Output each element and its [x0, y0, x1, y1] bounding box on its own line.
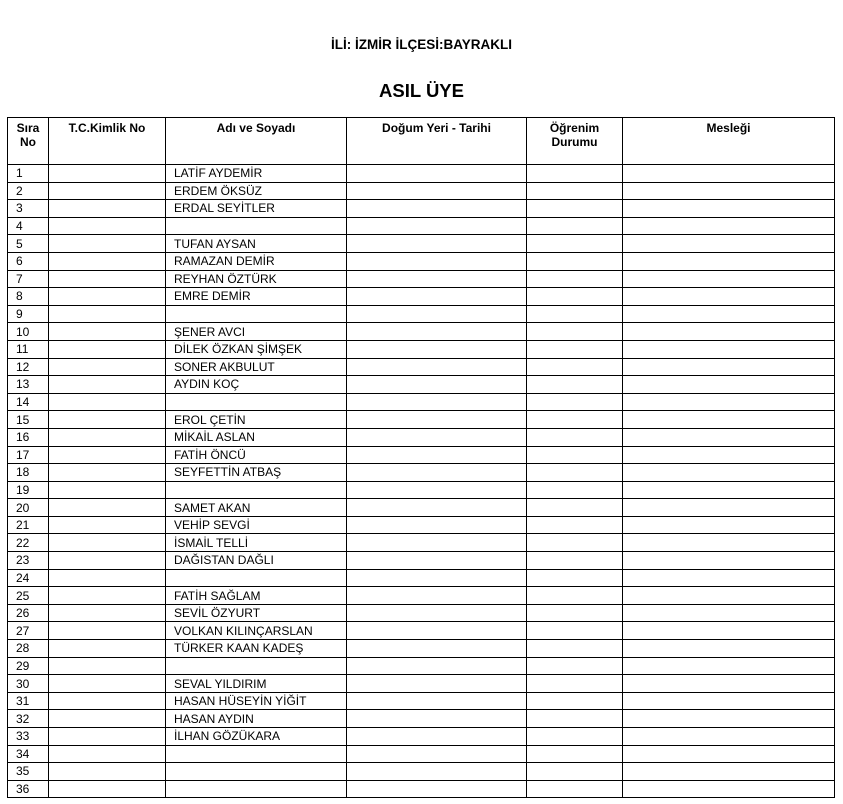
birth-place-date-cell: [347, 358, 527, 376]
member-table: [7, 117, 835, 798]
education-cell: [527, 534, 623, 552]
row-number-cell: 19: [8, 481, 49, 499]
column-header-dogum-yeri-tarihi: Doğum Yeri - Tarihi: [347, 118, 527, 165]
education-cell: [527, 376, 623, 394]
education-cell: [527, 217, 623, 235]
name-cell: SEVİL ÖZYURT: [166, 604, 347, 622]
education-cell: [527, 763, 623, 781]
birth-place-date-cell: [347, 235, 527, 253]
occupation-cell: [623, 622, 835, 640]
education-cell: [527, 446, 623, 464]
table-row: [8, 446, 835, 464]
table-row: [8, 393, 835, 411]
row-number-cell: 18: [8, 464, 49, 482]
occupation-cell: [623, 728, 835, 746]
birth-place-date-cell: [347, 692, 527, 710]
table-row: [8, 182, 835, 200]
birth-place-date-cell: [347, 182, 527, 200]
occupation-cell: [623, 763, 835, 781]
table-row: [8, 552, 835, 570]
tc-kimlik-no-cell: [49, 305, 166, 323]
name-cell: SAMET AKAN: [166, 499, 347, 517]
table-row: [8, 411, 835, 429]
row-number-cell: 15: [8, 411, 49, 429]
education-cell: [527, 305, 623, 323]
tc-kimlik-no-cell: [49, 200, 166, 218]
occupation-cell: [623, 587, 835, 605]
tc-kimlik-no-cell: [49, 745, 166, 763]
row-number-cell: 28: [8, 640, 49, 658]
occupation-cell: [623, 516, 835, 534]
birth-place-date-cell: [347, 464, 527, 482]
column-header-ogrenim-durumu: Öğrenim Durumu: [527, 118, 623, 165]
education-cell: [527, 569, 623, 587]
occupation-cell: [623, 182, 835, 200]
tc-kimlik-no-cell: [49, 464, 166, 482]
occupation-cell: [623, 569, 835, 587]
row-number-cell: 12: [8, 358, 49, 376]
table-row: [8, 428, 835, 446]
row-number-cell: 30: [8, 675, 49, 693]
birth-place-date-cell: [347, 640, 527, 658]
table-row: [8, 763, 835, 781]
occupation-cell: [623, 376, 835, 394]
occupation-cell: [623, 481, 835, 499]
education-cell: [527, 499, 623, 517]
education-cell: [527, 745, 623, 763]
occupation-cell: [623, 464, 835, 482]
birth-place-date-cell: [347, 552, 527, 570]
tc-kimlik-no-cell: [49, 165, 166, 183]
name-cell: İSMAİL TELLİ: [166, 534, 347, 552]
name-cell: ERDEM ÖKSÜZ: [166, 182, 347, 200]
education-cell: [527, 516, 623, 534]
table-row: [8, 323, 835, 341]
table-header-row: [8, 118, 835, 165]
row-number-cell: 21: [8, 516, 49, 534]
tc-kimlik-no-cell: [49, 235, 166, 253]
row-number-cell: 10: [8, 323, 49, 341]
education-cell: [527, 481, 623, 499]
birth-place-date-cell: [347, 165, 527, 183]
row-number-cell: 13: [8, 376, 49, 394]
occupation-cell: [623, 745, 835, 763]
name-cell: [166, 780, 347, 798]
name-cell: TUFAN AYSAN: [166, 235, 347, 253]
tc-kimlik-no-cell: [49, 270, 166, 288]
education-cell: [527, 270, 623, 288]
table-row: [8, 640, 835, 658]
row-number-cell: 26: [8, 604, 49, 622]
education-cell: [527, 640, 623, 658]
table-row: [8, 235, 835, 253]
education-cell: [527, 235, 623, 253]
birth-place-date-cell: [347, 587, 527, 605]
education-cell: [527, 165, 623, 183]
row-number-cell: 3: [8, 200, 49, 218]
name-cell: REYHAN ÖZTÜRK: [166, 270, 347, 288]
birth-place-date-cell: [347, 323, 527, 341]
tc-kimlik-no-cell: [49, 728, 166, 746]
occupation-cell: [623, 710, 835, 728]
tc-kimlik-no-cell: [49, 358, 166, 376]
birth-place-date-cell: [347, 305, 527, 323]
occupation-cell: [623, 446, 835, 464]
row-number-cell: 16: [8, 428, 49, 446]
name-cell: [166, 305, 347, 323]
table-row: [8, 376, 835, 394]
name-cell: VOLKAN KILINÇARSLAN: [166, 622, 347, 640]
name-cell: SONER AKBULUT: [166, 358, 347, 376]
tc-kimlik-no-cell: [49, 481, 166, 499]
occupation-cell: [623, 217, 835, 235]
education-cell: [527, 393, 623, 411]
education-cell: [527, 323, 623, 341]
birth-place-date-cell: [347, 200, 527, 218]
tc-kimlik-no-cell: [49, 692, 166, 710]
tc-kimlik-no-cell: [49, 516, 166, 534]
name-cell: HASAN HÜSEYİN YİĞİT: [166, 692, 347, 710]
birth-place-date-cell: [347, 675, 527, 693]
row-number-cell: 17: [8, 446, 49, 464]
table-body: [8, 165, 835, 798]
occupation-cell: [623, 534, 835, 552]
row-number-cell: 24: [8, 569, 49, 587]
name-cell: MİKAİL ASLAN: [166, 428, 347, 446]
table-row: [8, 534, 835, 552]
birth-place-date-cell: [347, 481, 527, 499]
birth-place-date-cell: [347, 446, 527, 464]
tc-kimlik-no-cell: [49, 499, 166, 517]
birth-place-date-cell: [347, 499, 527, 517]
name-cell: İLHAN GÖZÜKARA: [166, 728, 347, 746]
table-row: [8, 780, 835, 798]
name-cell: TÜRKER KAAN KADEŞ: [166, 640, 347, 658]
birth-place-date-cell: [347, 428, 527, 446]
education-cell: [527, 340, 623, 358]
education-cell: [527, 587, 623, 605]
name-cell: [166, 763, 347, 781]
name-cell: AYDIN KOÇ: [166, 376, 347, 394]
education-cell: [527, 358, 623, 376]
tc-kimlik-no-cell: [49, 763, 166, 781]
education-cell: [527, 200, 623, 218]
occupation-cell: [623, 252, 835, 270]
row-number-cell: 14: [8, 393, 49, 411]
birth-place-date-cell: [347, 516, 527, 534]
birth-place-date-cell: [347, 252, 527, 270]
birth-place-date-cell: [347, 780, 527, 798]
birth-place-date-cell: [347, 728, 527, 746]
tc-kimlik-no-cell: [49, 393, 166, 411]
tc-kimlik-no-cell: [49, 640, 166, 658]
name-cell: SEVAL YILDIRIM: [166, 675, 347, 693]
occupation-cell: [623, 305, 835, 323]
name-cell: [166, 217, 347, 235]
table-row: [8, 657, 835, 675]
occupation-cell: [623, 428, 835, 446]
education-cell: [527, 182, 623, 200]
row-number-cell: 33: [8, 728, 49, 746]
row-number-cell: 22: [8, 534, 49, 552]
birth-place-date-cell: [347, 622, 527, 640]
tc-kimlik-no-cell: [49, 252, 166, 270]
table-row: [8, 569, 835, 587]
name-cell: HASAN AYDIN: [166, 710, 347, 728]
occupation-cell: [623, 640, 835, 658]
birth-place-date-cell: [347, 569, 527, 587]
row-number-cell: 20: [8, 499, 49, 517]
table-row: [8, 358, 835, 376]
tc-kimlik-no-cell: [49, 323, 166, 341]
occupation-cell: [623, 657, 835, 675]
occupation-cell: [623, 200, 835, 218]
table-row: [8, 675, 835, 693]
occupation-cell: [623, 675, 835, 693]
column-header-adi-soyadi: Adı ve Soyadı: [166, 118, 347, 165]
birth-place-date-cell: [347, 270, 527, 288]
tc-kimlik-no-cell: [49, 376, 166, 394]
education-cell: [527, 692, 623, 710]
tc-kimlik-no-cell: [49, 675, 166, 693]
occupation-cell: [623, 411, 835, 429]
column-header-meslegi: Mesleği: [623, 118, 835, 165]
document-title: ASIL ÜYE: [379, 80, 464, 101]
occupation-cell: [623, 358, 835, 376]
education-cell: [527, 710, 623, 728]
birth-place-date-cell: [347, 288, 527, 306]
name-cell: [166, 569, 347, 587]
occupation-cell: [623, 692, 835, 710]
tc-kimlik-no-cell: [49, 552, 166, 570]
birth-place-date-cell: [347, 217, 527, 235]
name-cell: LATİF AYDEMİR: [166, 165, 347, 183]
table-row: [8, 481, 835, 499]
education-cell: [527, 252, 623, 270]
occupation-cell: [623, 604, 835, 622]
tc-kimlik-no-cell: [49, 780, 166, 798]
education-cell: [527, 428, 623, 446]
name-cell: VEHİP SEVGİ: [166, 516, 347, 534]
table-row: [8, 340, 835, 358]
row-number-cell: 29: [8, 657, 49, 675]
name-cell: FATİH ÖNCÜ: [166, 446, 347, 464]
occupation-cell: [623, 235, 835, 253]
row-number-cell: 36: [8, 780, 49, 798]
tc-kimlik-no-cell: [49, 182, 166, 200]
birth-place-date-cell: [347, 763, 527, 781]
column-header-tc-kimlik-no: T.C.Kimlik No: [49, 118, 166, 165]
row-number-cell: 32: [8, 710, 49, 728]
row-number-cell: 34: [8, 745, 49, 763]
table-row: [8, 710, 835, 728]
column-header-sira-no: Sıra No: [8, 118, 49, 165]
name-cell: ERDAL SEYİTLER: [166, 200, 347, 218]
tc-kimlik-no-cell: [49, 428, 166, 446]
birth-place-date-cell: [347, 604, 527, 622]
occupation-cell: [623, 499, 835, 517]
table-row: [8, 622, 835, 640]
tc-kimlik-no-cell: [49, 534, 166, 552]
row-number-cell: 11: [8, 340, 49, 358]
education-cell: [527, 288, 623, 306]
tc-kimlik-no-cell: [49, 622, 166, 640]
occupation-cell: [623, 165, 835, 183]
table-row: [8, 516, 835, 534]
table-row: [8, 745, 835, 763]
education-cell: [527, 464, 623, 482]
tc-kimlik-no-cell: [49, 288, 166, 306]
name-cell: RAMAZAN DEMİR: [166, 252, 347, 270]
occupation-cell: [623, 288, 835, 306]
education-cell: [527, 675, 623, 693]
tc-kimlik-no-cell: [49, 446, 166, 464]
occupation-cell: [623, 780, 835, 798]
row-number-cell: 6: [8, 252, 49, 270]
table-row: [8, 587, 835, 605]
occupation-cell: [623, 323, 835, 341]
row-number-cell: 1: [8, 165, 49, 183]
birth-place-date-cell: [347, 411, 527, 429]
table-row: [8, 288, 835, 306]
row-number-cell: 9: [8, 305, 49, 323]
birth-place-date-cell: [347, 534, 527, 552]
table-row: [8, 270, 835, 288]
birth-place-date-cell: [347, 657, 527, 675]
name-cell: [166, 481, 347, 499]
tc-kimlik-no-cell: [49, 411, 166, 429]
table-row: [8, 464, 835, 482]
education-cell: [527, 657, 623, 675]
row-number-cell: 31: [8, 692, 49, 710]
table-row: [8, 165, 835, 183]
table-row: [8, 217, 835, 235]
name-cell: DİLEK ÖZKAN ŞİMŞEK: [166, 340, 347, 358]
name-cell: [166, 393, 347, 411]
table-row: [8, 252, 835, 270]
education-cell: [527, 411, 623, 429]
row-number-cell: 4: [8, 217, 49, 235]
location-heading: İLİ: İZMİR İLÇESİ:BAYRAKLI: [331, 37, 512, 52]
occupation-cell: [623, 270, 835, 288]
tc-kimlik-no-cell: [49, 217, 166, 235]
occupation-cell: [623, 340, 835, 358]
row-number-cell: 5: [8, 235, 49, 253]
education-cell: [527, 552, 623, 570]
row-number-cell: 35: [8, 763, 49, 781]
table-row: [8, 499, 835, 517]
tc-kimlik-no-cell: [49, 657, 166, 675]
name-cell: SEYFETTİN ATBAŞ: [166, 464, 347, 482]
table-row: [8, 692, 835, 710]
birth-place-date-cell: [347, 710, 527, 728]
education-cell: [527, 622, 623, 640]
row-number-cell: 25: [8, 587, 49, 605]
row-number-cell: 2: [8, 182, 49, 200]
education-cell: [527, 780, 623, 798]
name-cell: [166, 657, 347, 675]
table-row: [8, 200, 835, 218]
row-number-cell: 27: [8, 622, 49, 640]
row-number-cell: 8: [8, 288, 49, 306]
row-number-cell: 7: [8, 270, 49, 288]
tc-kimlik-no-cell: [49, 604, 166, 622]
name-cell: EROL ÇETİN: [166, 411, 347, 429]
education-cell: [527, 604, 623, 622]
occupation-cell: [623, 393, 835, 411]
tc-kimlik-no-cell: [49, 340, 166, 358]
birth-place-date-cell: [347, 393, 527, 411]
name-cell: [166, 745, 347, 763]
tc-kimlik-no-cell: [49, 710, 166, 728]
table-row: [8, 604, 835, 622]
table-row: [8, 305, 835, 323]
occupation-cell: [623, 552, 835, 570]
tc-kimlik-no-cell: [49, 569, 166, 587]
birth-place-date-cell: [347, 340, 527, 358]
education-cell: [527, 728, 623, 746]
name-cell: FATİH SAĞLAM: [166, 587, 347, 605]
table-row: [8, 728, 835, 746]
name-cell: DAĞISTAN DAĞLI: [166, 552, 347, 570]
birth-place-date-cell: [347, 376, 527, 394]
row-number-cell: 23: [8, 552, 49, 570]
name-cell: ŞENER AVCI: [166, 323, 347, 341]
tc-kimlik-no-cell: [49, 587, 166, 605]
name-cell: EMRE DEMİR: [166, 288, 347, 306]
birth-place-date-cell: [347, 745, 527, 763]
